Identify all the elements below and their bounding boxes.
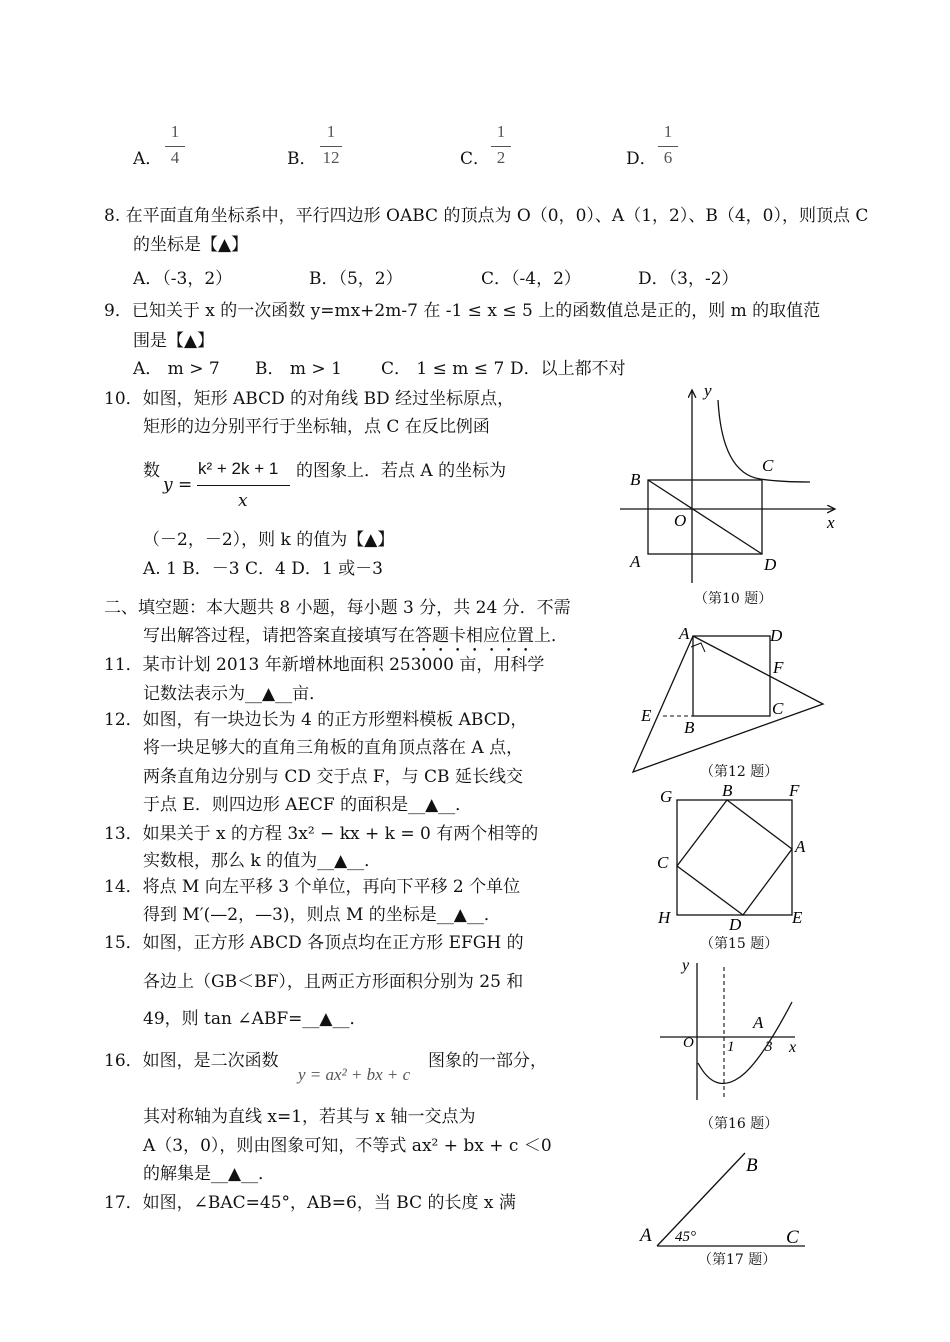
- f15-label-G: G: [660, 787, 673, 806]
- q9-option-b: B． m > 1: [255, 359, 342, 379]
- f15-label-C: C: [657, 853, 669, 872]
- f10-diagonal: [648, 480, 762, 554]
- q10-line4: （－2，－2），则 k 的值为【▲】: [143, 530, 395, 550]
- q13-line2: 实数根，那么 k 的值为__▲__．: [143, 851, 382, 871]
- section2-line1: 二、填空题：本大题共 8 小题，每小题 3 分，共 24 分．不需: [104, 598, 571, 618]
- f17-angle-label: 45°: [675, 1229, 696, 1245]
- q8-option-c: C．（-4，2）: [481, 269, 581, 289]
- q7-option-d-label: D．: [626, 149, 657, 169]
- q13-line1: 13．如果关于 x 的方程 3x² − kx + k = 0 有两个相等的: [104, 824, 539, 844]
- q16-line1-end: 图象的一部分，: [428, 1051, 547, 1071]
- f16-label-A: A: [753, 1013, 764, 1032]
- f12-label-D: D: [770, 626, 783, 645]
- f17-label-B: B: [746, 1155, 758, 1176]
- figure-17-caption: （第17 题）: [698, 1252, 777, 1268]
- section2-line2: 写出解答过程，请把答案直接填写在答题卡相应位置上．: [143, 626, 568, 646]
- q14-line2: 得到 M′(—2，—3)，则点 M 的坐标是__▲__．: [143, 905, 501, 925]
- figure-12: [625, 620, 835, 780]
- f16-parabola: [698, 1002, 792, 1083]
- f16-label-x: x: [789, 1039, 797, 1056]
- figure-15: [652, 780, 817, 930]
- f12-label-A: A: [679, 624, 690, 643]
- q8-option-d: D．（3，-2）: [638, 269, 739, 289]
- q8-option-a: A．（-3，2）: [133, 269, 233, 289]
- q15-line1: 15．如图，正方形 ABCD 各顶点均在正方形 EFGH 的: [104, 933, 524, 953]
- q10-line3-start: 数: [143, 461, 160, 481]
- q7-d-den: 6: [663, 148, 673, 167]
- f15-inner-square: [677, 800, 792, 915]
- q7-option-a-label: A．: [133, 149, 163, 169]
- q15-line2: 各边上（GB＜BF），且两正方形面积分别为 25 和: [143, 972, 524, 992]
- f17-side-AB: [657, 1153, 745, 1246]
- q10-fn-numerator: k² + 2k + 1: [198, 459, 279, 478]
- q16-line3: A（3，0），则由图象可知，不等式 ax² + bx + c ＜0: [143, 1136, 552, 1156]
- q10-fn-y: y =: [163, 475, 193, 495]
- q7-a-den: 4: [170, 148, 180, 167]
- q12-line4: 于点 E．则四边形 AECF 的面积是__▲__．: [143, 795, 473, 815]
- q16-line1-start: 16．如图，是二次函数: [104, 1051, 279, 1071]
- f12-label-E: E: [641, 706, 652, 725]
- figure-16-caption: （第16 题）: [700, 1116, 779, 1132]
- q7-c-den: 2: [496, 148, 506, 167]
- q7-option-c-label: C．: [460, 149, 491, 169]
- figure-17: [635, 1145, 815, 1255]
- f10-label-y: y: [704, 381, 712, 400]
- q10-line3-end: 的图象上．若点 A 的坐标为: [296, 461, 507, 481]
- f15-label-B: B: [722, 781, 733, 800]
- figure-12-caption: （第12 题）: [700, 764, 779, 780]
- q7-d-num: 1: [663, 122, 673, 141]
- q7-option-b-label: B．: [287, 149, 317, 169]
- q10-options: A. 1 B．－3 C．4 D．1 或－3: [143, 559, 383, 579]
- q8-line1: 8. 在平面直角坐标系中，平行四边形 OABC 的顶点为 O（0，0）、A（1，2）、B（4，0），则顶点 C: [104, 206, 869, 226]
- q15-line3: 49，则 tan ∠ABF=__▲__．: [143, 1009, 367, 1029]
- q17-line1: 17．如图，∠BAC=45°，AB=6，当 BC 的长度 x 满: [104, 1193, 516, 1213]
- f10-label-A: A: [630, 552, 641, 571]
- q16-function: y = ax² + bx + c: [298, 1065, 411, 1084]
- f17-label-C: C: [786, 1227, 799, 1248]
- f10-label-B: B: [630, 470, 641, 489]
- q9-option-d: D．以上都不对: [510, 359, 626, 379]
- q9-line2: 围是【▲】: [133, 331, 215, 351]
- f16-label-y: y: [682, 957, 690, 974]
- q9-option-a: A． m > 7: [133, 359, 220, 379]
- q9-option-c: C． 1 ≤ m ≤ 7: [381, 359, 505, 379]
- q12-line1: 12．如图，有一块边长为 4 的正方形塑料模板 ABCD，: [104, 710, 528, 730]
- f12-label-F: F: [773, 658, 784, 677]
- f16-label-1: 1: [727, 1039, 735, 1055]
- q8-option-b: B．（5，2）: [309, 269, 403, 289]
- f15-label-H: H: [658, 908, 671, 927]
- q9-line1: 9．已知关于 x 的一次函数 y=mx+2m-7 在 -1 ≤ x ≤ 5 上的函数值总是正的，则 m 的取值范: [104, 301, 821, 321]
- figure-16: [655, 955, 810, 1115]
- q11-line2: 记数法表示为__▲__亩．: [143, 684, 327, 704]
- figure-15-caption: （第15 题）: [700, 936, 779, 952]
- f10-label-D: D: [764, 555, 777, 574]
- f15-label-F: F: [789, 781, 800, 800]
- f12-label-B: B: [684, 718, 695, 737]
- f15-label-E: E: [792, 908, 803, 927]
- q14-line1: 14．将点 M 向左平移 3 个单位，再向下平移 2 个单位: [104, 877, 521, 897]
- f15-outer-square: [677, 800, 792, 915]
- f15-label-D: D: [729, 915, 742, 930]
- q16-line2: 其对称轴为直线 x=1，若其与 x 轴一交点为: [143, 1107, 476, 1127]
- q10-line2: 矩形的边分别平行于坐标轴，点 C 在反比例函: [143, 417, 490, 437]
- q10-fn-denominator: x: [238, 491, 248, 511]
- q16-line4: 的解集是__▲__．: [143, 1164, 276, 1184]
- q12-line3: 两条直角边分别与 CD 交于点 F，与 CB 延长线交: [143, 767, 523, 787]
- q12-line2: 将一块足够大的直角三角板的直角顶点落在 A 点，: [143, 738, 524, 758]
- f10-label-O: O: [674, 511, 687, 530]
- figure-10: [610, 378, 850, 588]
- f10-label-x: x: [827, 513, 835, 532]
- q7-b-num: 1: [326, 122, 336, 141]
- f15-label-A: A: [795, 837, 806, 856]
- f17-label-A: A: [640, 1225, 652, 1246]
- q10-line1: 10．如图，矩形 ABCD 的对角线 BD 经过坐标原点，: [104, 389, 515, 409]
- f12-label-C: C: [772, 699, 784, 718]
- q7-c-num: 1: [496, 122, 506, 141]
- f12-square: [693, 636, 770, 716]
- q8-line2: 的坐标是【▲】: [133, 235, 249, 255]
- f16-label-3: 3: [765, 1039, 773, 1055]
- q11-line1: 11．某市计划 2013 年新增林地面积 253000 亩，用科学: [104, 655, 545, 675]
- q7-a-num: 1: [170, 122, 180, 141]
- f12-triangle: [633, 636, 823, 772]
- q7-b-den: 12: [322, 148, 340, 167]
- f16-label-O: O: [683, 1035, 694, 1051]
- f10-label-C: C: [762, 456, 774, 475]
- figure-10-caption: （第10 题）: [694, 591, 773, 607]
